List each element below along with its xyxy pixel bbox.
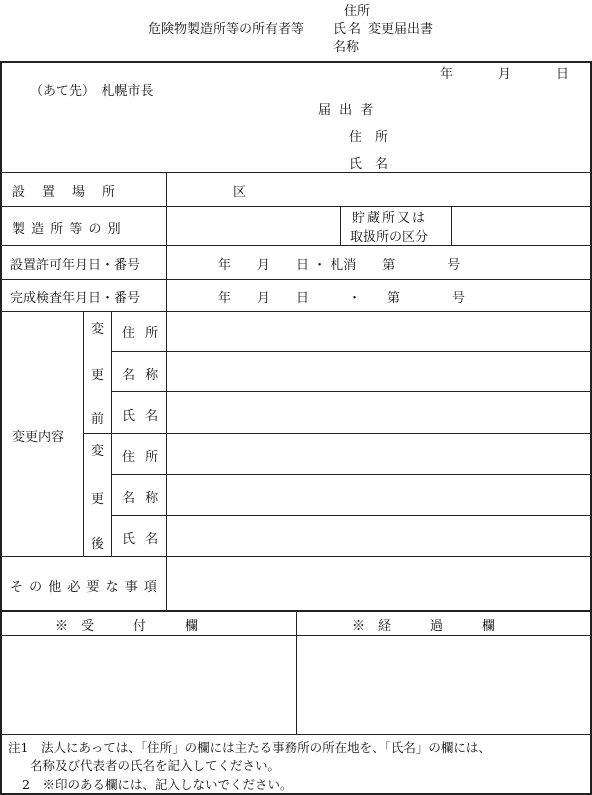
- before-char-2: 更: [91, 368, 105, 383]
- title-main-suffix: 変更届出書: [368, 22, 434, 37]
- reception-label: ※ 受 付 欄: [55, 619, 199, 634]
- vline-change-col2: [111, 311, 112, 556]
- permit-label: 設置許可年月日・番号: [10, 258, 141, 273]
- hline-change-4: [111, 474, 592, 475]
- notifier-label: 届 出 者: [318, 103, 376, 118]
- location-ward: 区: [233, 185, 247, 200]
- inspection-value: 年 月 日 ・ 第 号: [218, 291, 466, 306]
- note-line-1: 注1 法人にあっては、「住所」の欄には主たる事務所の所在地を、「氏名」の欄には、: [8, 740, 491, 755]
- hline-change-mid: [83, 433, 592, 434]
- storage-label-1: 貯蔵所又は: [352, 211, 428, 226]
- addressee: （あて先） 札幌市長: [30, 84, 154, 99]
- title-main-middle: 氏名: [333, 22, 364, 37]
- date-day: 日: [556, 67, 570, 82]
- after-char-2: 更: [91, 492, 105, 507]
- vline-footer-split: [296, 610, 297, 734]
- after-address-label: 住 所: [122, 450, 162, 465]
- vline-storage-left: [340, 206, 341, 245]
- hline-header-bottom: [0, 172, 592, 173]
- hline-inspection-bottom: [0, 311, 592, 312]
- note-line-2: 名称及び代表者の氏名を記入してください。: [30, 758, 281, 773]
- hline-change-1: [111, 351, 592, 352]
- title-main-prefix: 危険物製造所等の所有者等: [148, 22, 305, 37]
- title-line-name: 名称: [333, 40, 360, 55]
- hline-change-2: [111, 391, 592, 392]
- after-name-label: 氏 名: [122, 532, 162, 547]
- after-char-3: 後: [91, 537, 105, 552]
- permit-value: 年 月 日 ・ 札消 第 号: [218, 258, 461, 273]
- other-label: そ の 他 必 要 な 事 項: [10, 580, 158, 595]
- before-name-label: 氏 名: [122, 409, 162, 424]
- before-char-1: 変: [91, 322, 105, 337]
- hline-change-bottom: [0, 556, 592, 557]
- before-address-label: 住 所: [122, 326, 162, 341]
- hline-notes-top: [0, 734, 592, 735]
- progress-label: ※ 経 過 欄: [352, 619, 496, 634]
- hline-type-bottom: [0, 245, 592, 246]
- storage-label-2: 取扱所の区分: [350, 230, 429, 245]
- type-label: 製 造 所 等 の 別: [12, 222, 122, 237]
- inspection-label: 完成検査年月日・番号: [10, 291, 141, 306]
- location-label: 設 置 場 所: [12, 185, 118, 200]
- after-char-1: 変: [91, 444, 105, 459]
- change-label: 変更内容: [12, 430, 65, 445]
- before-char-3: 前: [91, 412, 105, 427]
- notifier-name-label: 氏 名: [349, 157, 389, 172]
- vline-label-col: [166, 172, 167, 610]
- after-title-label: 名 称: [122, 491, 162, 506]
- before-title-label: 名 称: [122, 368, 162, 383]
- vline-change-col1: [83, 311, 84, 556]
- hline-permit-bottom: [0, 279, 592, 280]
- hline-change-5: [111, 515, 592, 516]
- hline-location-bottom: [0, 206, 592, 207]
- notifier-address-label: 住 所: [349, 130, 389, 145]
- note-line-3: 2 ※印のある欄には、記入しないでください。: [22, 777, 293, 792]
- title-line-address: 住所: [344, 4, 371, 19]
- date-year: 年: [440, 67, 454, 82]
- date-month: 月: [498, 67, 512, 82]
- vline-storage-right: [451, 206, 452, 245]
